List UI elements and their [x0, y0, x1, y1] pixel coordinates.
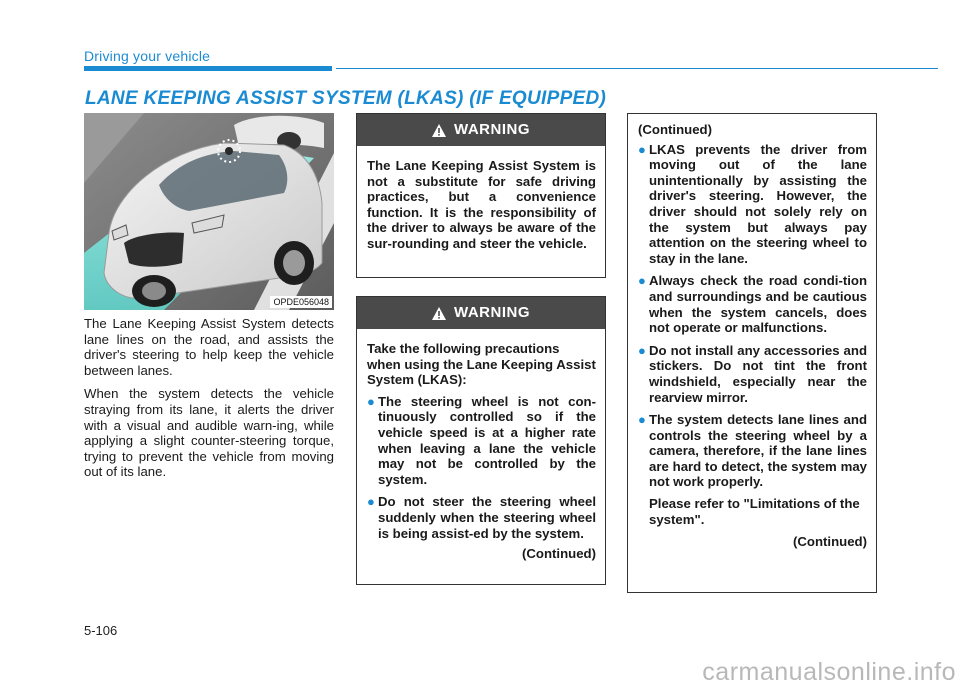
continued-label-3: (Continued) [793, 534, 867, 550]
warning-body-2 [357, 329, 605, 570]
continued-list [638, 142, 867, 490]
list-item: ● The steering wheel is not con-tinuously controlled so if the vehicle speed is at a higher rate when leaving a lane the vehicle may not be controlled by the system. [367, 393, 596, 487]
continued-label-2: (Continued) [522, 546, 596, 562]
section-label: Driving your vehicle [84, 48, 211, 64]
warning-triangle-icon [432, 124, 446, 137]
page-number: 5-106 [84, 623, 118, 638]
warning-label-2: WARNING [454, 304, 530, 322]
bullet-dot-icon: ● [638, 412, 646, 428]
lkas-illustration [84, 113, 334, 310]
list-item: ● The system detects lane lines and controls the steering wheel by a camera, therefore, if the lane lines are hard to detect, the system may not work properly. [638, 412, 867, 490]
warning-intro-2: Take the following precautions when using the Lane Keeping Assist System (LKAS): [367, 341, 596, 388]
car-camera-illustration [84, 113, 334, 310]
warning-label-1: WARNING [454, 121, 530, 139]
figure-code: OPDE056048 [270, 296, 332, 308]
section-rule-thin [336, 68, 938, 69]
watermark: carmanualsonline.info [702, 658, 956, 686]
list-item: ● Always check the road condi-tion and surroundings and be cautious when the system cancels, does not operate or malfunctions. [638, 273, 867, 336]
bullet-dot-icon: ● [638, 141, 646, 157]
intro-paragraph-2: When the system detects the vehicle straying from its lane, it alerts the driver with a visual and audible warn-ing, while applying a slight counter-steering torque, trying to prevent the vehicle from moving out of its lane. [84, 386, 334, 480]
page-title: LANE KEEPING ASSIST SYSTEM (LKAS) (IF EQUIPPED) [85, 88, 607, 109]
section-rule-thick [84, 66, 332, 71]
bullet-dot-icon: ● [367, 494, 375, 510]
warning-list-2 [367, 394, 596, 541]
bullet-dot-icon: ● [638, 342, 646, 358]
warning-header-1 [357, 114, 605, 146]
warning-text-1: The Lane Keeping Assist System is not a substitute for safe driving practices, but a convenience function. It is the responsibility of the driver to always be aware of the sur-rounding and steer the vehicle. [367, 158, 596, 251]
continued-body [628, 114, 876, 558]
warning-box-2 [356, 296, 606, 585]
list-item: ● Do not install any accessories and stickers. Do not tint the front windshield, especially near the rearview mirror. [638, 342, 867, 405]
bullet-dot-icon: ● [367, 393, 375, 409]
bullet-dot-icon: ● [638, 273, 646, 289]
warning-header-2 [357, 297, 605, 329]
warning-box-1 [356, 113, 606, 278]
warning-body-1 [357, 146, 605, 260]
list-item: ● LKAS prevents the driver from moving out of the lane unintentionally by assisting the driver's steering. However, the driver should not solely rely on the system but always pay attention on the steering wheel to stay in the lane. [638, 141, 867, 266]
continued-heading: (Continued) [638, 122, 712, 137]
limitations-note: Please refer to "Limitations of the system". [649, 496, 860, 527]
warning-triangle-icon [432, 307, 446, 320]
intro-text [84, 316, 334, 488]
intro-paragraph-1: The Lane Keeping Assist System detects lane lines on the road, and assists the driver's steering to help keep the vehicle between lanes. [84, 316, 334, 378]
list-item: ● Do not steer the steering wheel suddenly when the steering wheel is being assist-ed by the system. [367, 494, 596, 541]
continued-box [627, 113, 877, 593]
